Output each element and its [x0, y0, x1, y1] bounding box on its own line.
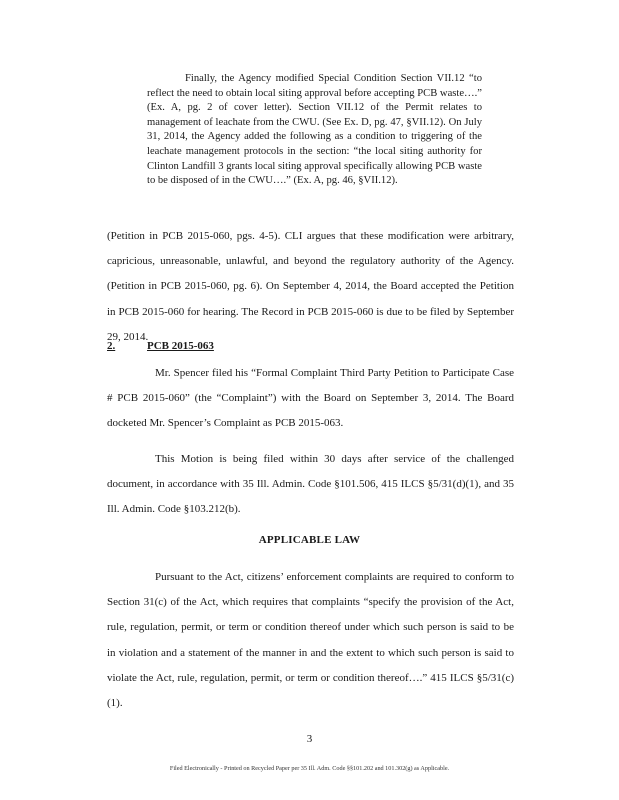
spencer-complaint-paragraph: Mr. Spencer filed his “Formal Complaint Third Party Petition to Participate Case # PCB 2015-060” (the “Complaint”) with the Board on September 3, 2014. The Board docketed Mr. Spencer’s Complaint as PCB 2015-063. [107, 367, 514, 430]
applicable-law-paragraph: Pursuant to the Act, citizens’ enforcement complaints are required to conform to Section 31(c) of the Act, which requires that complaints “specify the provision of the Act, rule, regulation, permit, or term or condition thereof under which such person is said to be in violation and a statement of the manner in and the extent to which such person is said to violate the Act, rule, regulation, permit, or term or condition thereof….” 415 ILCS §5/31(c)(1). [107, 571, 514, 710]
section-heading [107, 340, 214, 352]
motion-timing-paragraph: This Motion is being filed within 30 days after service of the challenged document, in accordance with 35 Ill. Admin. Code §101.506, 415 ILCS §5/31(d)(1), and 35 Ill. Admin. Code §103.212(b). [107, 453, 514, 516]
section-number: 2. [107, 340, 116, 352]
filing-footer: Filed Electronically - Printed on Recycled Paper per 35 Ill. Adm. Code §§101.202 and 101.302(g) as Applicable. [169, 765, 450, 772]
applicable-law-heading: APPLICABLE LAW [258, 534, 361, 546]
block-quote-text: Finally, the Agency modified Special Condition Section VII.12 “to reflect the need to obtain local siting approval before accepting PCB waste….” (Ex. A, pg. 2 of cover letter). Section VII.12 of the Permit relates to management of leachate from the CWU. (See Ex. D, pg. 47, §VII.12). On July 31, 2014, the Agency added the following as a condition to triggering of the leachate management protocols in the section: “the local siting authority for Clinton Landfill 3 grants local siting approval specifically allowing PCB waste to be disposed of in the CWU….” (Ex. A, pg. 46, §VII.12). [147, 73, 482, 187]
page-number: 3 [306, 733, 313, 745]
block-quote [147, 72, 482, 189]
petition-paragraph: (Petition in PCB 2015-060, pgs. 4-5). CLI argues that these modification were arbitrary, capricious, unreasonable, unlawful, and beyond the regulatory authority of the Agency. (Petition in PCB 2015-060, pg. 6). On September 4, 2014, the Board accepted the Petition in PCB 2015-060 for hearing. The Record in PCB 2015-060 is due to be filed by September 29, 2014. [107, 230, 514, 343]
section-title: PCB 2015-063 [147, 340, 214, 352]
